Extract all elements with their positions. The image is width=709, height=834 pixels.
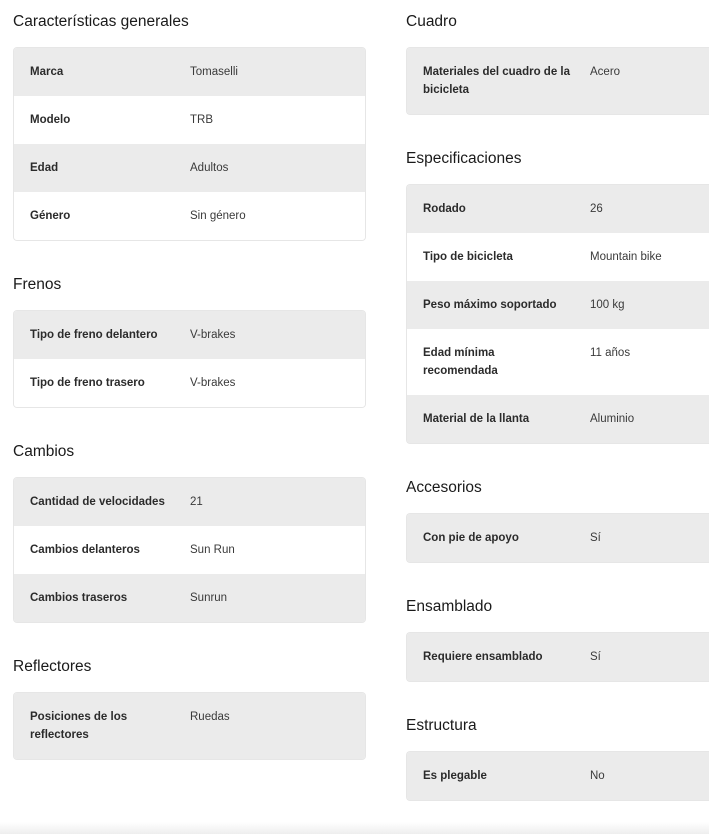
spec-table	[406, 751, 709, 801]
table-row	[14, 192, 365, 240]
row-label: Tipo de freno trasero	[30, 377, 145, 389]
table-row	[407, 329, 709, 395]
section-cambios	[13, 442, 366, 604]
section-title: Accesorios	[406, 479, 482, 496]
section-reflectores	[13, 657, 366, 741]
row-value: Ruedas	[190, 711, 230, 723]
table-row	[407, 752, 709, 800]
section-title: Reflectores	[13, 658, 92, 675]
section-title: Cambios	[13, 443, 75, 460]
spec-table	[406, 47, 709, 115]
table-row	[407, 48, 709, 114]
table-row	[14, 311, 365, 359]
row-value: Sun Run	[190, 544, 235, 556]
row-value: V-brakes	[190, 329, 236, 341]
bottom-fade	[0, 822, 709, 834]
section-title: Ensamblado	[406, 598, 493, 615]
spec-table	[13, 310, 366, 408]
section-title: Características generales	[13, 13, 189, 30]
table-row	[407, 395, 709, 443]
table-row	[14, 96, 365, 144]
section-especificaciones	[406, 149, 709, 425]
row-value: 11 años	[590, 347, 631, 359]
table-row	[14, 478, 365, 526]
section-title: Cuadro	[406, 13, 457, 30]
row-label: Tipo de freno delantero	[30, 329, 158, 341]
section-estructura	[406, 716, 709, 782]
section-general	[13, 12, 366, 222]
row-value: Tomaselli	[190, 66, 238, 78]
spec-table	[13, 692, 366, 760]
spec-table	[406, 632, 709, 682]
row-label: Género	[30, 210, 71, 222]
table-row	[407, 281, 709, 329]
row-value: 21	[190, 496, 203, 508]
row-label: Cambios traseros	[30, 592, 128, 604]
row-label: Cantidad de velocidades	[30, 496, 165, 508]
spec-table	[406, 513, 709, 563]
row-value: Acero	[590, 66, 621, 78]
section-title: Estructura	[406, 717, 477, 734]
row-label: Es plegable	[423, 770, 487, 782]
table-row	[14, 48, 365, 96]
table-row	[14, 693, 365, 759]
section-ensamblado	[406, 597, 709, 663]
table-row	[14, 359, 365, 407]
row-value: V-brakes	[190, 377, 236, 389]
spec-table	[406, 184, 709, 444]
table-row	[407, 185, 709, 233]
table-row	[14, 526, 365, 574]
row-label: Tipo de bicicleta	[423, 251, 513, 263]
row-label: Edad	[30, 162, 59, 174]
row-value: 100 kg	[590, 299, 625, 311]
section-frenos	[13, 275, 366, 389]
row-label: Con pie de apoyo	[423, 532, 519, 544]
row-label: Modelo	[30, 114, 71, 126]
row-label: Materiales del cuadro de la bicicleta	[423, 66, 571, 96]
row-label: Rodado	[423, 203, 466, 215]
row-value: 26	[590, 203, 603, 215]
row-label: Requiere ensamblado	[423, 651, 543, 663]
section-title: Especificaciones	[406, 150, 522, 167]
row-value: Adultos	[190, 162, 229, 174]
row-value: Sí	[590, 651, 601, 663]
row-label: Cambios delanteros	[30, 544, 140, 556]
section-accesorios	[406, 478, 709, 544]
section-cuadro	[406, 12, 709, 96]
row-label: Peso máximo soportado	[423, 299, 557, 311]
row-label: Edad mínima recomendada	[423, 347, 498, 377]
row-label: Material de la llanta	[423, 413, 530, 425]
spec-table	[13, 47, 366, 241]
table-row	[14, 144, 365, 192]
row-label: Posiciones de los reflectores	[30, 711, 128, 741]
table-row	[407, 233, 709, 281]
table-row	[407, 514, 709, 562]
table-row	[407, 633, 709, 681]
row-value: Mountain bike	[590, 251, 662, 263]
spec-table	[13, 477, 366, 623]
row-value: Sin género	[190, 210, 246, 222]
row-value: Aluminio	[590, 413, 635, 425]
row-label: Marca	[30, 66, 64, 78]
row-value: Sí	[590, 532, 601, 544]
table-row	[14, 574, 365, 622]
row-value: TRB	[190, 114, 213, 126]
row-value: Sunrun	[190, 592, 228, 604]
section-title: Frenos	[13, 276, 62, 293]
row-value: No	[590, 770, 605, 782]
